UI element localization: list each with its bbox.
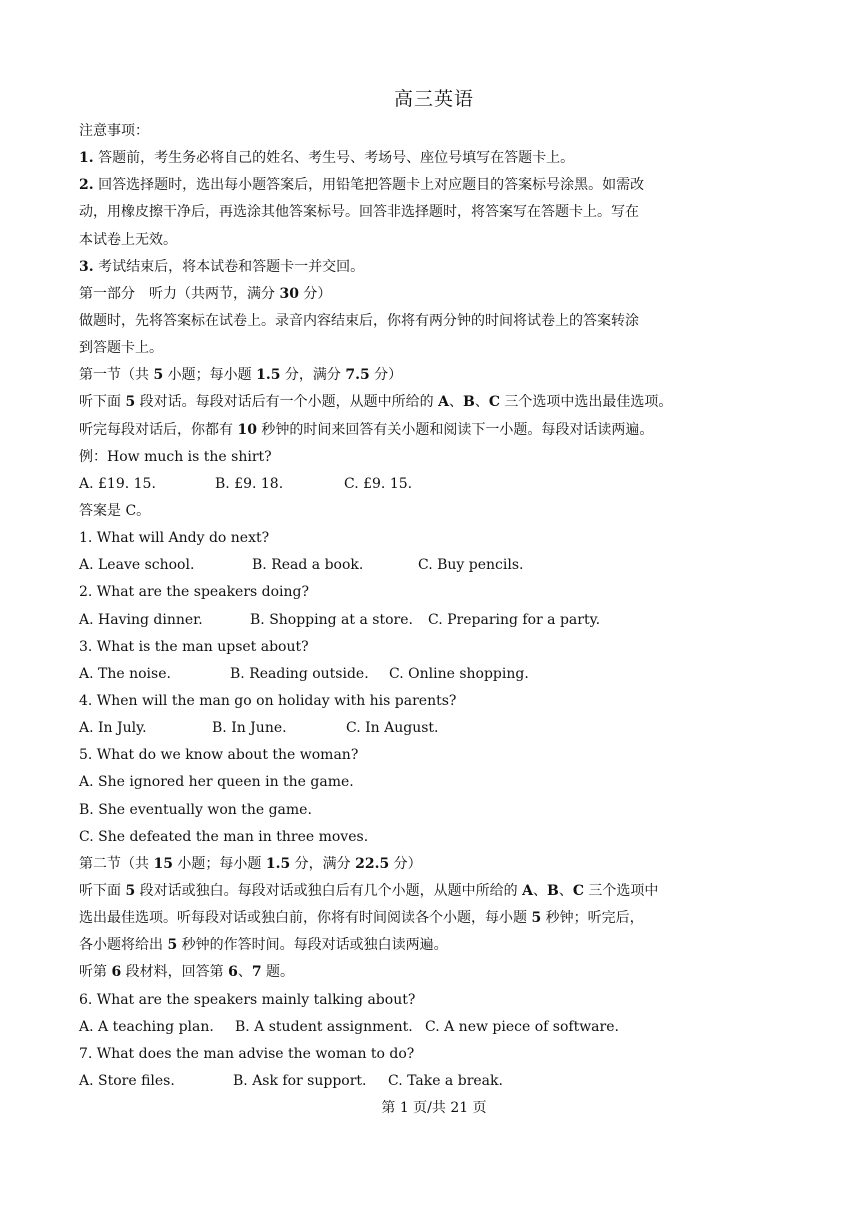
instr-text: 秒钟的作答时间。每段对话或独白读两遍。: [177, 937, 448, 954]
option-c: C. £9. 15.: [344, 475, 413, 492]
instr-number: 5: [125, 882, 136, 899]
section2-instructions-3: [79, 932, 719, 959]
instr-text: 听第: [79, 964, 112, 981]
instr-text: 听下面: [79, 882, 126, 899]
option-c: C. In August.: [346, 720, 439, 737]
option-b: B. A student assignment.: [235, 1018, 413, 1035]
notice-item-1: [79, 145, 719, 172]
instr-text: 段对话。每段对话后有一个小题，从题中所给的: [135, 394, 439, 411]
heading-text: 分，满分: [280, 367, 346, 384]
heading-number: 15: [153, 855, 173, 872]
section2-instructions-1: [79, 878, 719, 905]
section1-instructions-2: [79, 417, 719, 444]
example-options: [79, 471, 719, 498]
part1-instructions: 做题时，先将答案标在试卷上。录音内容结束后，你将有两分钟的时间将试卷上的答案转涂: [79, 312, 639, 329]
heading-text: 分）: [389, 855, 422, 872]
instr-text: 段对话或独白。每段对话或独白后有几个小题，从题中所给的: [135, 882, 523, 899]
instr-number: 6: [111, 964, 122, 981]
option-a: A. Store files.: [79, 1072, 175, 1089]
question-4-options: [79, 715, 719, 742]
instr-letter: A: [438, 394, 449, 411]
question-3-options: [79, 661, 719, 688]
part1-heading: [79, 281, 719, 308]
question-2-options: [79, 607, 719, 634]
instr-number: 6: [228, 964, 238, 981]
question-6-options: [79, 1014, 719, 1041]
instr-text: 各小题将给出: [79, 937, 168, 954]
section1-instructions-1: [79, 389, 719, 416]
question-7: 7. What does the man advise the woman to do?: [79, 1045, 415, 1062]
instr-letter: B: [462, 394, 475, 411]
option-b: B. Read a book.: [252, 557, 364, 574]
option-a: A. Leave school.: [79, 557, 195, 574]
question-4: 4. When will the man go on holiday with his parents?: [79, 692, 457, 709]
section2-heading: [79, 851, 719, 878]
instr-text: 秒钟的时间来回答有关小题和阅读下一小题。每段对话读两遍。: [256, 421, 654, 438]
question-1: 1. What will Andy do next?: [79, 530, 270, 547]
heading-number: 5: [153, 367, 164, 384]
option-a: A. The noise.: [79, 665, 171, 682]
instr-text: 三个选项中: [583, 882, 659, 899]
instr-letter: C: [572, 882, 584, 899]
question-3: 3. What is the man upset about?: [79, 638, 309, 655]
notice-item-2-cont: 本试卷上无效。: [79, 231, 177, 248]
instr-letter: B: [546, 882, 559, 899]
option-a: A. A teaching plan.: [79, 1018, 214, 1035]
instr-letter: A: [522, 882, 533, 899]
question-6: 6. What are the speakers mainly talking about?: [79, 991, 416, 1008]
option-c: C. A new piece of software.: [425, 1018, 619, 1035]
option-a: A. She ignored her queen in the game.: [79, 774, 354, 791]
heading-text: 小题；每小题: [163, 367, 257, 384]
instr-text: 三个选项中选出最佳选项。: [499, 394, 673, 411]
material-6-note: [79, 959, 719, 986]
instr-number: 5: [167, 937, 178, 954]
instr-text: 、: [558, 882, 573, 899]
heading-text: 分，满分: [290, 855, 356, 872]
instr-text: 秒钟；听完后，: [541, 910, 644, 927]
option-a: A. In July.: [79, 720, 147, 737]
heading-text: 第二节（共: [79, 855, 154, 872]
instr-number: 10: [237, 421, 257, 438]
heading-text: 分）: [298, 285, 332, 302]
instr-text: 题。: [261, 964, 295, 981]
option-c: C. Buy pencils.: [418, 557, 524, 574]
heading-text: 第一部分 听力（共两节，满分: [79, 285, 280, 302]
option-c: C. She defeated the man in three moves.: [79, 828, 369, 845]
heading-text: 第一节（共: [79, 367, 154, 384]
heading-text: 小题；每小题: [172, 855, 266, 872]
heading-text: 分）: [369, 367, 403, 384]
option-b: B. In June.: [212, 720, 287, 737]
option-b: B. Ask for support.: [233, 1072, 367, 1089]
example-question: 例：How much is the shirt?: [79, 448, 272, 465]
question-1-options: [79, 552, 719, 579]
option-c: C. Take a break.: [388, 1072, 503, 1089]
notice-item-number: 2.: [79, 177, 94, 194]
example-answer: 答案是 C。: [79, 502, 151, 519]
instr-text: 听完每段对话后，你都有: [79, 421, 238, 438]
option-b: B. She eventually won the game.: [79, 801, 312, 818]
question-7-options: [79, 1068, 719, 1095]
part1-instructions-cont: 到答题卡上。: [79, 340, 163, 357]
option-b: B. Reading outside.: [230, 665, 369, 682]
instr-text: 、: [532, 882, 547, 899]
notice-item-number: 3.: [79, 258, 94, 275]
heading-score: 30: [279, 285, 299, 302]
option-b: B. Shopping at a store.: [250, 611, 413, 628]
section2-instructions-2: [79, 905, 719, 932]
option-c: C. Online shopping.: [389, 665, 529, 682]
heading-number: 22.5: [355, 855, 390, 872]
notice-item-text: 答题前，考生务必将自己的姓名、考生号、考场号、座位号填写在答题卡上。: [93, 150, 575, 167]
instr-number: 5: [125, 394, 136, 411]
instr-letter: C: [488, 394, 500, 411]
instr-text: 听下面: [79, 394, 126, 411]
instr-text: 、: [237, 964, 252, 981]
instr-text: 、: [448, 394, 463, 411]
option-b: B. £9. 18.: [215, 475, 284, 492]
notice-heading: 注意事项：: [79, 123, 149, 139]
page-title: 高三英语: [393, 88, 474, 110]
notice-item-2: [79, 172, 719, 199]
instr-number: 5: [531, 910, 542, 927]
instr-number: 7: [251, 964, 262, 981]
notice-item-text: 回答选择题时，选出每小题答案后，用铅笔把答题卡上对应题目的答案标号涂黑。如需改: [93, 177, 645, 194]
instr-text: 段材料，回答第: [121, 964, 229, 981]
heading-number: 7.5: [345, 367, 370, 384]
section1-heading: [79, 362, 719, 389]
instr-text: 、: [474, 394, 489, 411]
page-footer: 第 1 页/共 21 页: [381, 1100, 487, 1116]
option-a: A. Having dinner.: [79, 611, 203, 628]
question-2: 2. What are the speakers doing?: [79, 584, 310, 601]
option-c: C. Preparing for a party.: [428, 611, 601, 628]
notice-item-3: [79, 254, 719, 281]
instr-text: 选出最佳选项。听每段对话或独白前，你将有时间阅读各个小题，每小题: [79, 910, 532, 927]
option-a: A. £19. 15.: [79, 475, 156, 492]
notice-item-number: 1.: [79, 150, 94, 167]
exam-content: [79, 118, 719, 1095]
notice-item-text: 考试结束后，将本试卷和答题卡一并交回。: [93, 258, 365, 275]
notice-item-2-cont: 动，用橡皮擦干净后，再选涂其他答案标号。回答非选择题时，将答案写在答题卡上。写在: [79, 204, 639, 221]
question-5: 5. What do we know about the woman?: [79, 747, 359, 764]
heading-number: 1.5: [256, 367, 281, 384]
heading-number: 1.5: [265, 855, 291, 872]
